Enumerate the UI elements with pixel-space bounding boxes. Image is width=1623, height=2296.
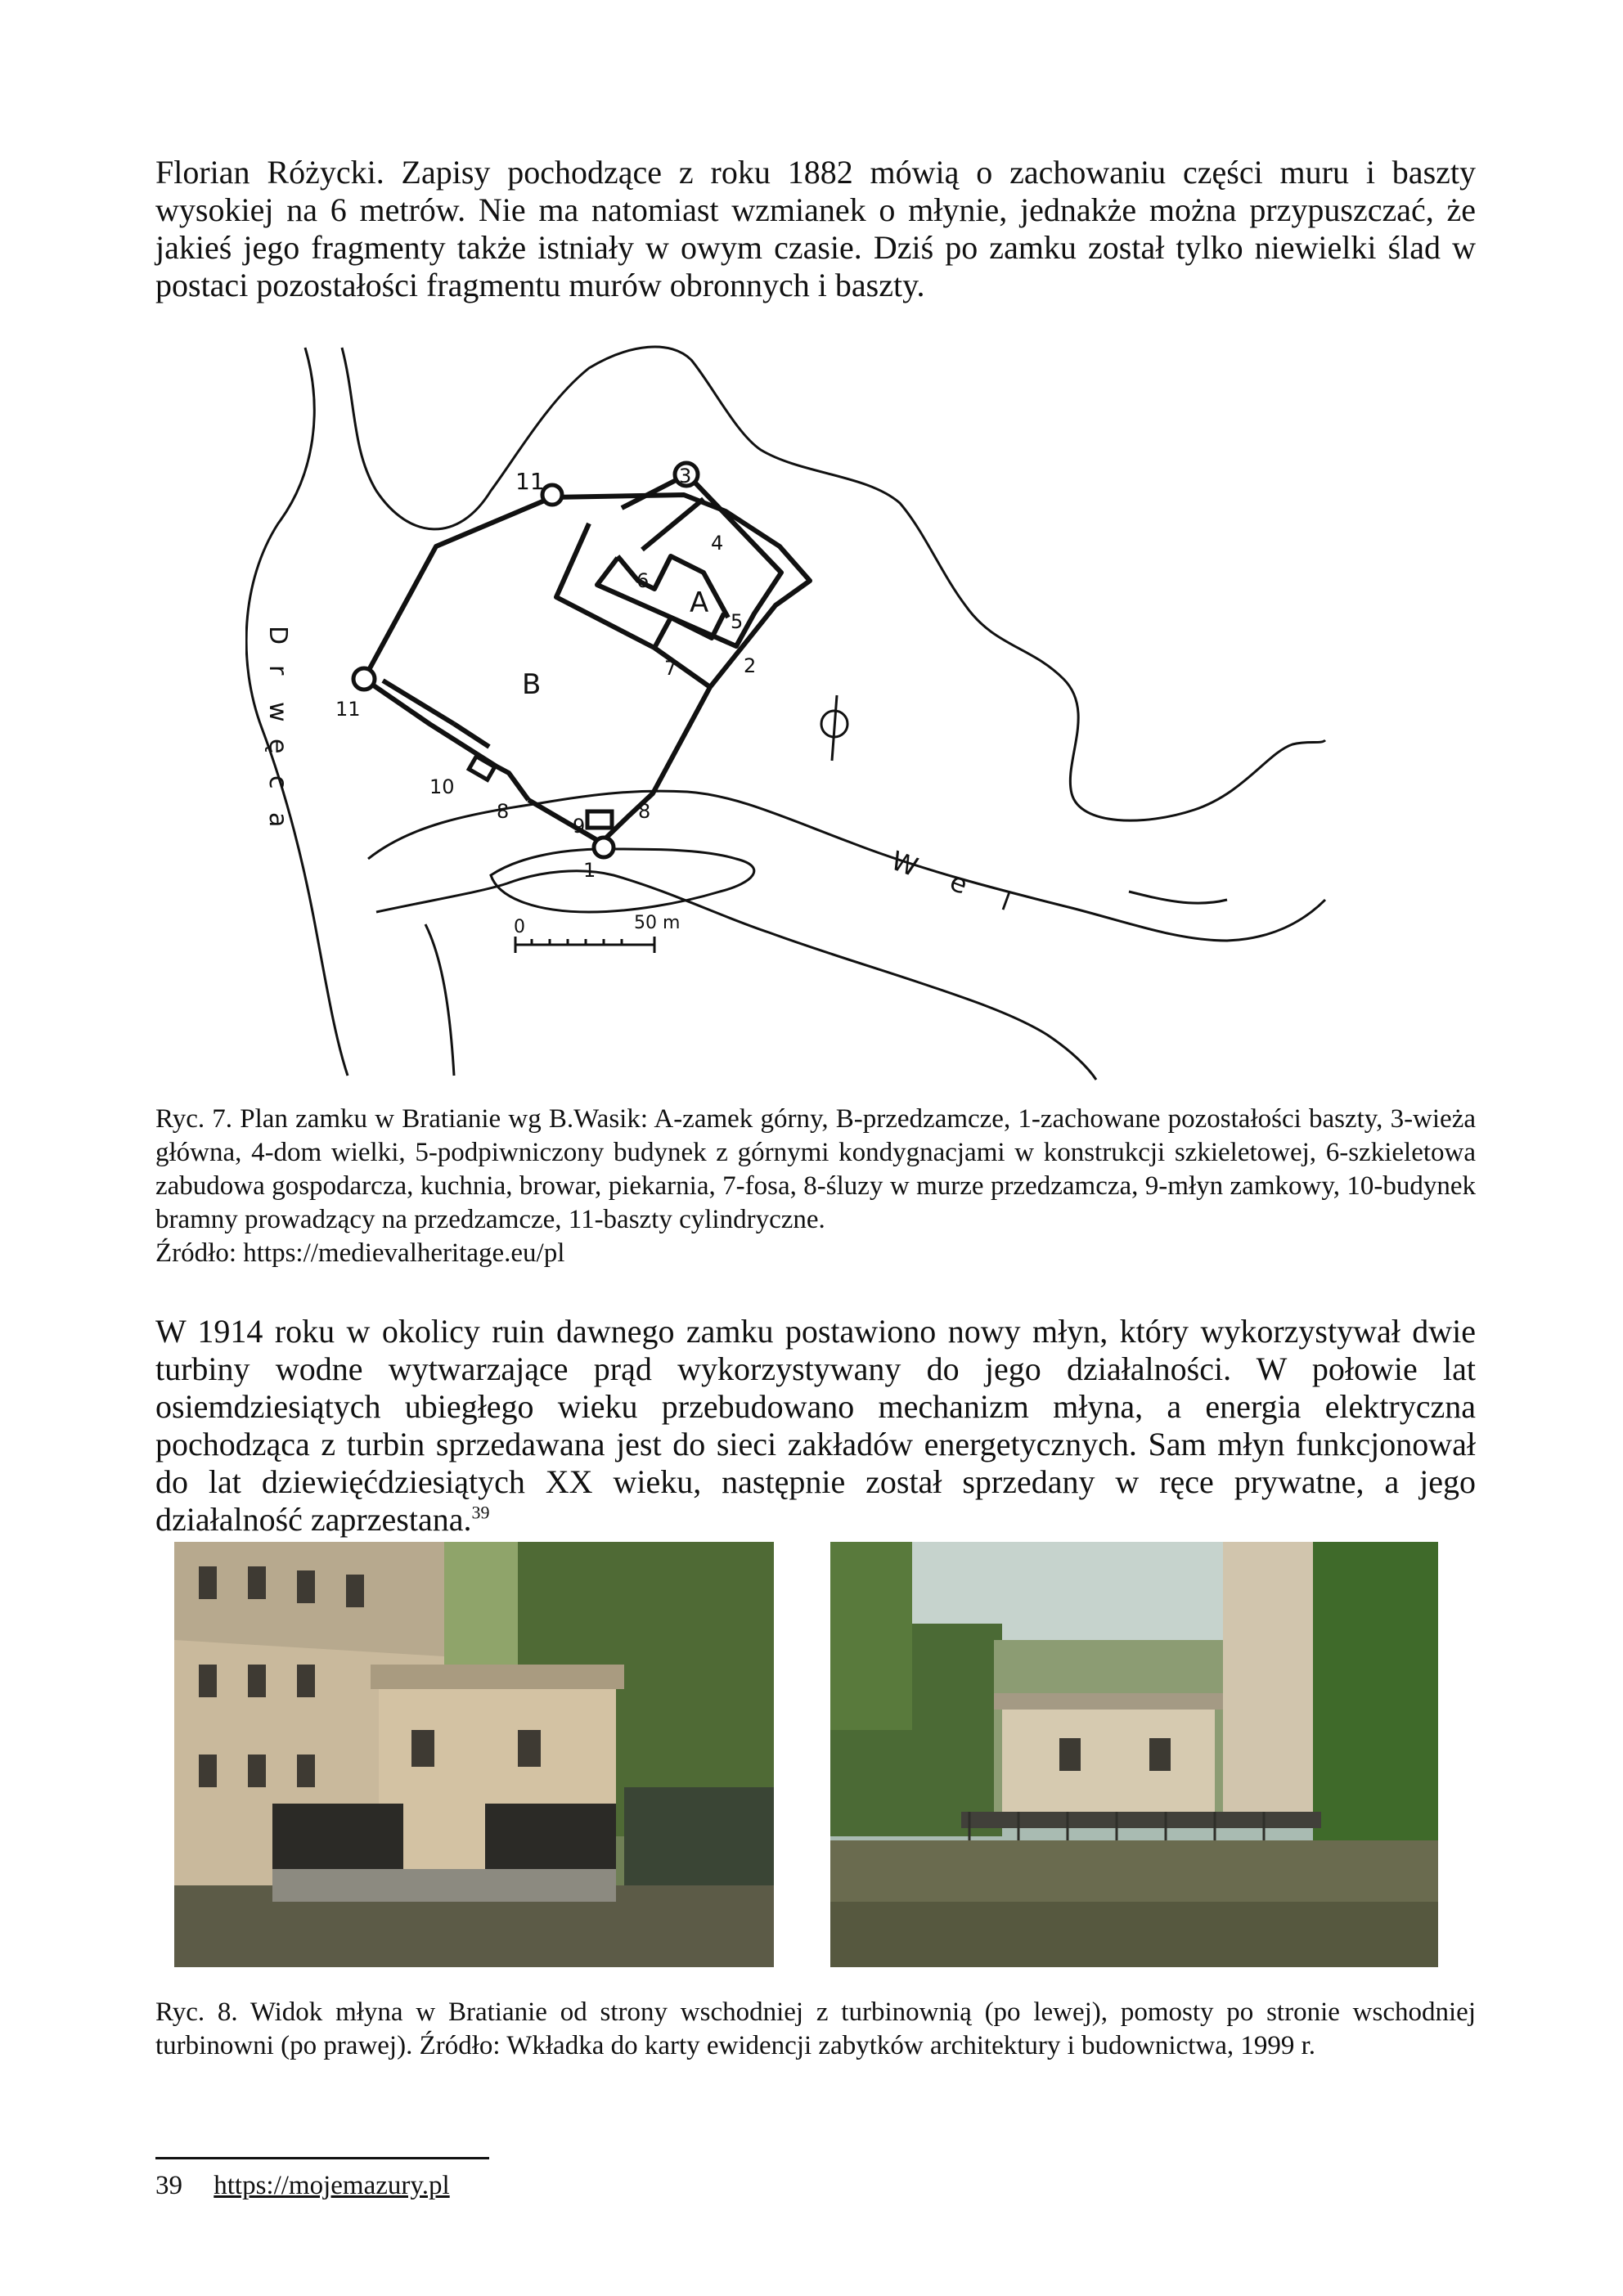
gate-building-10 — [469, 757, 495, 780]
outer-bailey-wall — [364, 497, 552, 800]
label-1: 1 — [583, 859, 596, 882]
tower-11-left — [353, 668, 375, 690]
label-6: 6 — [636, 569, 650, 592]
mill-paragraph — [155, 1313, 1476, 1539]
svg-text:l: l — [997, 885, 1015, 918]
river-name-wel — [887, 845, 1014, 917]
drweca-left-bank — [246, 348, 348, 1076]
label-9: 9 — [573, 815, 586, 838]
tower-11-top — [542, 485, 562, 505]
scale-end-label: 50 m — [634, 913, 681, 933]
river-right-tail — [1129, 892, 1227, 903]
mill-turbine-house-photo — [174, 1542, 774, 1967]
mill-paragraph-text: W 1914 roku w okolicy ruin dawnego zamku postawiono nowy młyn, który wykorzystywał dwie turbiny wodne wytwarzające prąd wykorzystywany do jego działalności. W połowie lat osiemdziesiątych ubiegłego wieku przebudowano mechanizm młyna, a energia elektryczna pochodząca z turbin sprzedawana jest do sieci zakładów energetycznych. Sam młyn funkcjonował do lat dziewięćdziesiątych XX wieku, następnie został sprzedany w ręce prywatne, a jego działalność zaprzestana. — [155, 1313, 1476, 1538]
svg-text:a: a — [263, 812, 292, 828]
turbine-house-pier-photo — [830, 1542, 1438, 1967]
label-3: 3 — [679, 465, 692, 488]
scale-bar-icon — [515, 937, 654, 953]
label-B: B — [522, 668, 542, 701]
scale-zero-label: 0 — [514, 917, 525, 937]
upper-castle-outline — [597, 474, 781, 646]
svg-text:W: W — [887, 844, 923, 883]
figure-7-source: Źródło: https://medievalheritage.eu/pl — [155, 1238, 565, 1268]
mill-9 — [587, 811, 612, 828]
svg-text:e: e — [946, 865, 972, 901]
castle-plan-figure — [245, 335, 1333, 1081]
tower-1 — [594, 838, 614, 857]
label-7: 7 — [664, 657, 677, 680]
label-2: 2 — [744, 654, 757, 677]
label-5: 5 — [731, 610, 744, 633]
footnote-separator — [155, 2157, 489, 2159]
inner-wall-2 — [618, 556, 728, 618]
figure-8-caption: Ryc. 8. Widok młyna w Bratianie od strony wschodniej z turbinownią (po lewej), pomosty po stronie wschodniej turbinowni (po prawej). Źródło: Wkładka do karty ewidencji zabytków architektury i budownictwa, 1999 r. — [155, 1997, 1476, 2060]
footnote-link[interactable]: https://mojemazury.pl — [214, 2171, 450, 2200]
label-A: A — [690, 586, 709, 619]
label-11-top: 11 — [515, 468, 545, 495]
intro-paragraph: Florian Różycki. Zapisy pochodzące z roku 1882 mówią o zachowaniu części muru i baszty wysokiej na 6 metrów. Nie ma natomiast wzmianek o młynie, jednakże można przypuszczać, że jakieś jego fragmenty także istniały w owym czasie. Dziś po zamku został tylko niewielki ślad w postaci pozostałości fragmentu murów obronnych i baszty. — [155, 154, 1476, 303]
footnote-number: 39 — [155, 2171, 182, 2200]
svg-text:D: D — [263, 626, 292, 645]
label-8-left: 8 — [497, 800, 510, 823]
svg-text:w: w — [263, 702, 292, 722]
label-10: 10 — [429, 775, 455, 798]
footnote — [155, 2169, 450, 2202]
footnote-ref: 39 — [471, 1502, 490, 1523]
river-name-drweca — [263, 626, 292, 827]
castle-plan-map — [245, 335, 1333, 1081]
island-left-edge — [425, 924, 454, 1076]
label-11-left: 11 — [335, 698, 361, 721]
svg-text:c: c — [263, 775, 292, 789]
label-8-right: 8 — [638, 800, 651, 823]
figure-7-caption: Ryc. 7. Plan zamku w Bratianie wg B.Wasik: A-zamek górny, B-przedzamcze, 1-zachowane pozostałości baszty, 3-wieża główna, 4-dom wielki, 5-podpiwniczony budynek z górnymi kondygnacjami w konstrukcji szkieletowej, 6-szkieletowa zabudowa gospodarcza, kuchnia, browar, piekarnia, 7-fosa, 8-śluzy w murze przedzamcza, 9-młyn zamkowy, 10-budynek bramny prowadzący na przedzamcze, 11-baszty cylindryczne. — [155, 1104, 1476, 1234]
wel-lower-bank — [376, 871, 1096, 1080]
svg-text:ę: ę — [263, 739, 292, 754]
north-arrow-icon — [821, 695, 847, 761]
island-outline — [491, 849, 754, 912]
label-4: 4 — [711, 532, 724, 555]
svg-text:r: r — [263, 665, 292, 676]
inner-wall-1 — [556, 499, 710, 687]
